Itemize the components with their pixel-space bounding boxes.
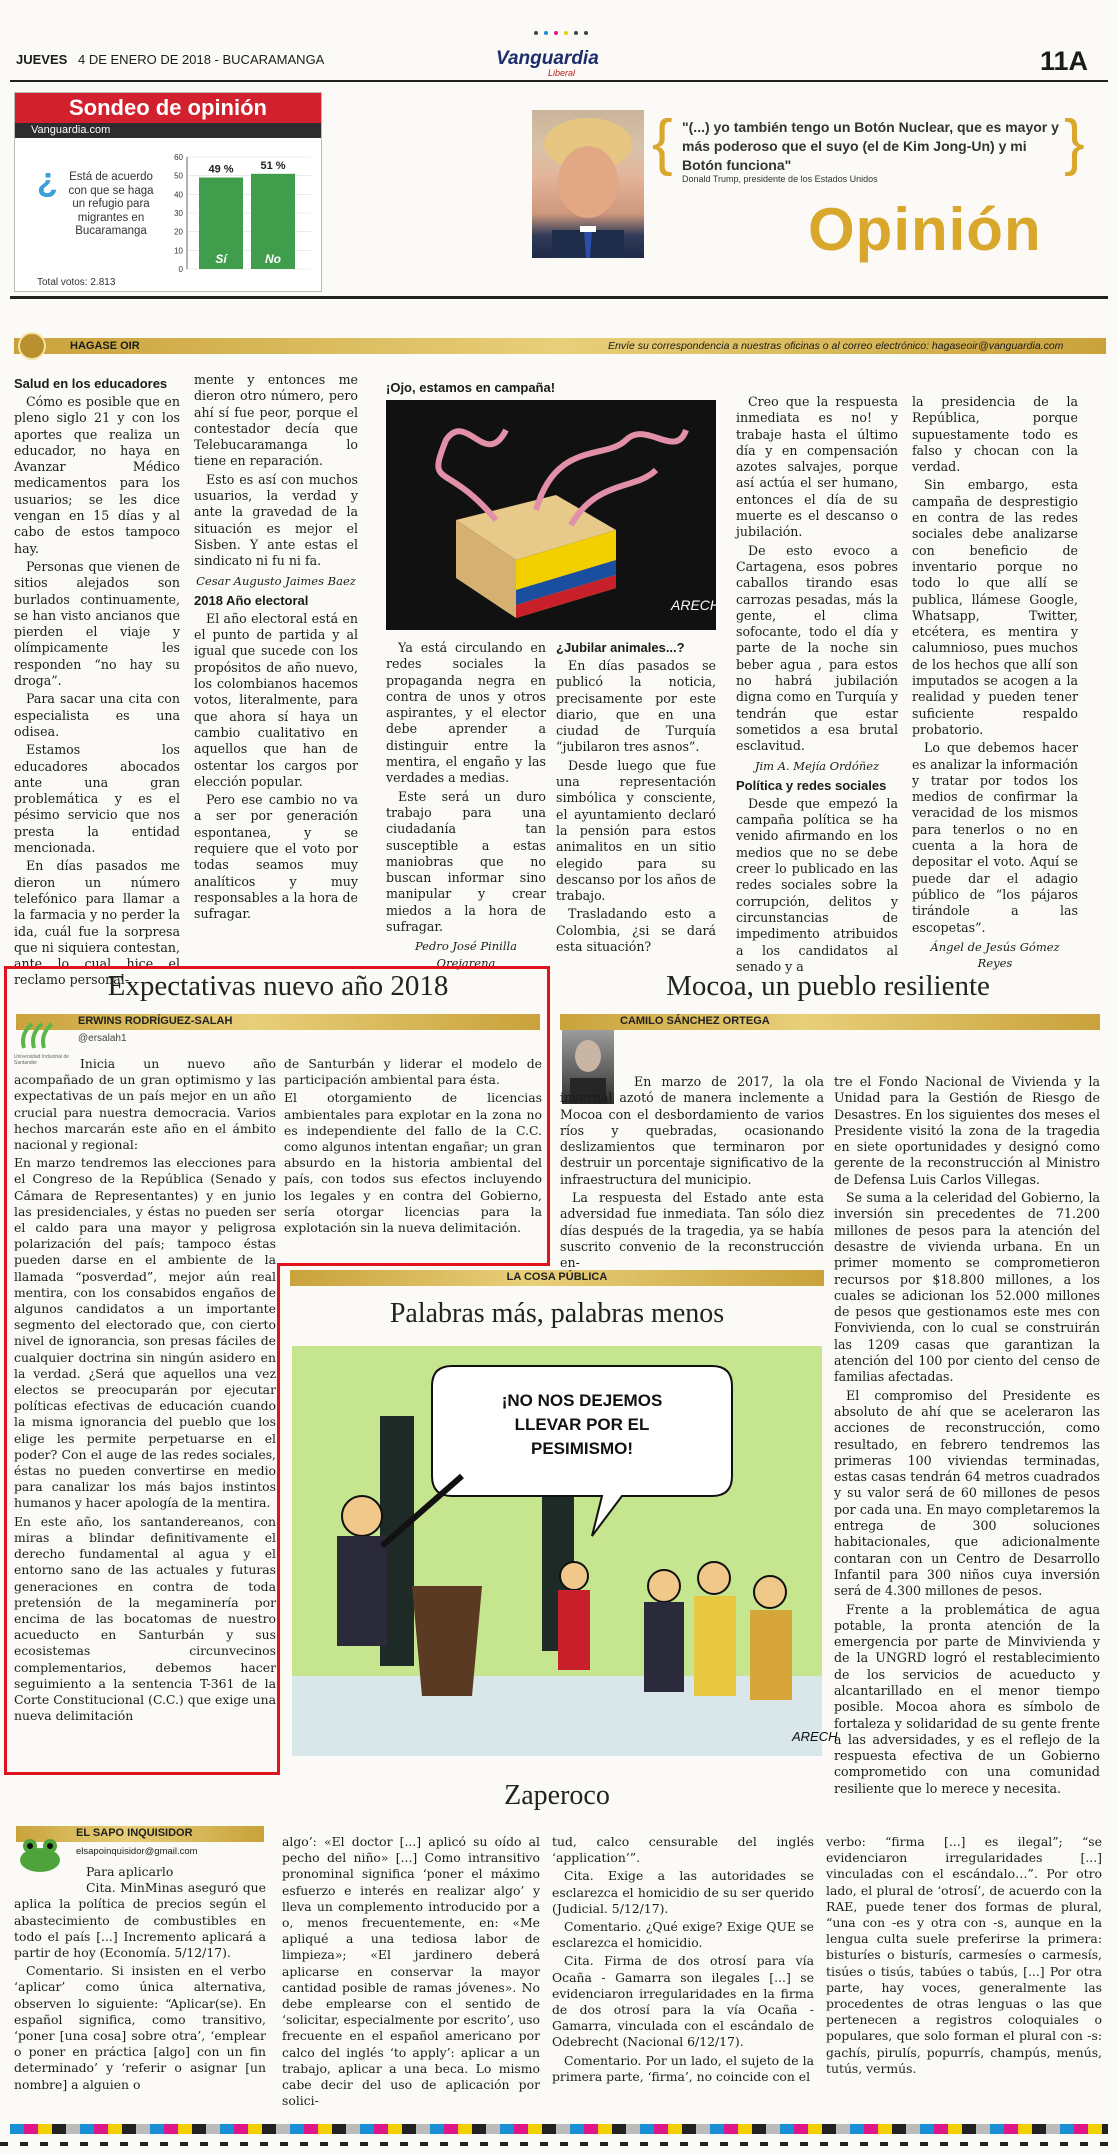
section-rule <box>10 296 1108 299</box>
article-paragraph: Comentario. ¿Qué exige? Exige QUE se esclarezca el homicidio. <box>552 1919 814 1951</box>
poll-y-tick-label: 60 <box>174 153 183 162</box>
newspaper-logo-sub: Liberal <box>548 68 576 78</box>
poll-bar-value-label: 49 % <box>208 163 234 176</box>
poll-total: Total votos: 2.813 <box>37 277 116 288</box>
zaperoco-column-2 <box>282 1834 540 2116</box>
article-paragraph: de Santurbán y liderar el modelo de participación ambiental para ésta. <box>284 1056 542 1088</box>
poll-title: Sondeo de opinión <box>15 93 321 123</box>
article-paragraph: La respuesta del Estado ante esta adversidad fue inmediata. Tan sólo diez días después de la tragedia, ya se había suscrito convenio de la reconstrucción en- <box>560 1190 824 1271</box>
poll-y-tick-label: 50 <box>174 171 183 181</box>
poll-y-tick-label: 40 <box>174 190 183 200</box>
zaperoco-email: elsapoinquisidor@gmail.com <box>76 1846 198 1857</box>
article-paragraph: En marzo tendremos las elecciones para el Congreso de la República (Senado y Cámara de Representantes) y en junio las presidenciales, y éstas no pueden ser el caldo para una mayor y peligrosa polarización del país; tampoco éstas pueden darse en el ambiente de la llamada “posverdad”, mejor aún real mentira, con los consabidos engaños de algunos candidatos a un importante segmento del electorado que, con cierto nivel de ignorancia, son presas fáciles de cualquier doctrina sin ningún asidero en la verdad. ¿Será que aquellos una vez electos se preocuparán por ejecutar políticas efectivas de educación cuando la misma ignorancia del pueblo que los elige les permite perpetuarse en el poder? Con el auge de las redes sociales, éstas no pueden convertirse en medio para canalizar los más bajos instintos humanos y hacer apología de la mentira. <box>14 1155 276 1511</box>
header-rule <box>10 80 1108 82</box>
poll-bar-value-label: 51 % <box>260 159 286 172</box>
print-color-strip <box>10 2124 1108 2134</box>
letter-paragraph: Lo que debemos hacer es analizar la información y tratar por todos los medios de confirmar la veracidad de los mismos para tenerlos o no en cuenta a la hora de depositar el voto. Aquí se puede dar el adagio público de “los pájaros tirándole a las escopetas”. <box>912 740 1078 935</box>
zaperoco-title: Zaperoco <box>504 1780 610 1811</box>
letters-column-2 <box>194 372 358 962</box>
letters-column-5 <box>736 394 898 974</box>
article-paragraph: En este año, los santandereanos, con miras a blindar definitivamente el derecho fundamental al agua y el entorno sano de las actuales y futuras generaciones en contra de toda pretensión de la megaminería por encima de las bocatomas de nuestro acueducto en Santurbán y sus ecosistemas circunvecinos complementarios, debemos hacer seguimiento a la sentencia T-361 de la Corte Constitucional (C.C.) que exige una nueva delimitación <box>14 1513 276 1724</box>
politics-cartoon-signature: ARECH <box>792 1729 838 1744</box>
print-bottom-rule <box>0 2142 1118 2146</box>
zaperoco-label: EL SAPO INQUISIDOR <box>76 1827 193 1839</box>
letter-paragraph: Este será un duro trabajo para una ciudadanía tan susceptible a estas maniobras que no buscan informar sino manipular y crear miedos a la hora de sufragar. <box>386 788 546 935</box>
letter-signature: Jim A. Mejía Ordóñez <box>754 758 880 773</box>
zaperoco-column-4 <box>826 1834 1102 2116</box>
hagase-logo-icon <box>18 332 46 360</box>
zaperoco-heading: Para aplicarlo <box>86 1864 174 1879</box>
poll-bar-category-label: No <box>265 252 281 266</box>
cosa-publica-bar <box>290 1270 824 1286</box>
letter-paragraph: Sin embargo, esta campaña de desprestigio en contra de las redes sociales debe analizarse con beneficio de inventario porque no todo lo que allí se publica, llámese Google, Whatsapp, Twitter, etcétera, es mentira y calumnioso, pues muchos de los hechos que allí son imputados se acogen a la realidad y pueden tener suficiente respaldo probatorio. <box>912 477 1078 737</box>
section-title: Opinión <box>808 196 1042 263</box>
uis-logo-caption: Universidad Industrial de Santander <box>14 1054 70 1066</box>
article-paragraph: Cita. Exige a las autoridades se esclarezca el homicidio de su ser querido (Judicial. 5/12/17). <box>552 1868 814 1916</box>
expectativas-column-2 <box>284 1056 542 1256</box>
letter-paragraph: De esto evoco a Cartagena, esos pobres caballos tirando esas carrozas pesadas, más la gente, el clima sofocante, todo el día y parte de la noche sin beber agua , para estos no habrá jubilación digna como en Turquía y tendrán que estar sometidos a esa brutal esclavitud. <box>736 542 898 754</box>
article-paragraph: En marzo de 2017, la ola invernal azotó de manera inclemente a Mocoa con el desbordamiento de varios ríos y quebradas, ocasionando deslizamientos que terminaron por destruir un porcentaje significativo de la infraestructura del municipio. <box>560 1074 824 1187</box>
letters-column-4 <box>556 636 716 962</box>
article-paragraph: Comentario. Si insisten en el verbo ‘aplicar’ como única alternativa, observen lo siguiente: “Aplicar(se). En español significa, como transitivo, ‘poner [una cosa] sobre otra’, ‘emplear o poner en práctica [algo] con un fin determinado’ y ‘referir o asignar [un nombre] a alguien o <box>14 1963 266 2092</box>
article-paragraph: algo’: «El doctor [...] aplicó su oído al pecho del niño» [...] Como intransitivo pronominal significa ‘poner el máximo esfuerzo e interés en realizar algo’ y lleva un complemento introducido por a o, menos frecuentemente, en: «Me apliqué a una tediosa labor de limpieza»; «El jardinero deberá aplicarse en conservar la mayor cantidad posible de ramas jóvenes». No debe emplearse con el sentido de ‘solicitar, especialmente por escrito’, uso frecuente en el español americano por calco del inglés ‘to apply’: aplicar a un trabajo, aplicar a una beca. Lo mismo cabe decir del uso de aplicación por solici- <box>282 1834 540 2109</box>
mocoa-title: Mocoa, un pueblo resiliente <box>666 970 990 1002</box>
article-paragraph: Cita. MinMinas aseguró que aplica la política de precios según el abastecimiento de combustibles en todo el país [...] Incremento aplicará a partir de hoy (Economía. 5/12/17). <box>14 1880 266 1961</box>
expectativas-handle: @ersalah1 <box>78 1033 127 1044</box>
article-paragraph: El compromiso del Presidente es absoluto de ahí que se aceleraron las acciones de reconstrucción, como resultado, en febrero tendremos las primeras 100 viviendas terminadas, estas casas tendrán 64 metros cuadrados y su valor será de 60 millones de pesos por cada una. En mayo completaremos la entrega de 300 soluciones habitacionales, que adicionalmente contaran con un Centro de Desarrollo Infantil para 300 niños cuya inversión será de 4.300 millones de pesos. <box>834 1387 1100 1599</box>
cosa-publica-label: LA COSA PÚBLICA <box>506 1271 608 1283</box>
poll-y-tick-label: 0 <box>178 265 183 274</box>
letter-paragraph: mente y entonces me dieron otro número, pero ahí sí fue peor, porque el contestador decía que Telebucaramanga lo tiene en reparación. <box>194 372 358 469</box>
politics-cartoon <box>292 1346 838 1756</box>
quote-text: "(...) yo también tengo un Botón Nuclear, que es mayor y más poderoso que el suyo (el de Kim Jong-Un) y mi Botón funciona" <box>682 119 1059 173</box>
letters-column-6 <box>912 394 1078 971</box>
speech-bubble-line: LLEVAR POR EL <box>514 1415 650 1434</box>
zaperoco-column-1 <box>14 1864 266 2116</box>
article-paragraph: Se suma a la celeridad del Gobierno, la inversión sin precedentes de 71.200 millones de pesos para la atención del desastre de vivienda urbana. En un primer momento se comprometieron recursos por $18.800 millones, a los cuales se adicionan los 52.000 millones de pesos que gestionamos este mes con Fonvivienda, con lo cual se construirán las 1209 casas que garantizan la atención del 100 por ciento del censo de familias afectadas. <box>834 1190 1100 1385</box>
letter-signature: Pedro José Pinilla Orejarena <box>414 939 518 970</box>
article-paragraph: Comentario. Por un lado, el sujeto de la primera parte, ‘firma’, no coincide con el <box>552 2052 814 2084</box>
quote-author: Donald Trump, presidente de los Estados Unidos <box>682 174 878 184</box>
article-paragraph: Inicia un nuevo año acompañado de un gran optimismo y las expectativas de un país mejor en un año crucial para nuestra democracia. Varios hechos marcarán este año en el ámbito nacional y regional: <box>14 1056 276 1153</box>
expectativas-author: ERWINS RODRÍGUEZ-SALAH <box>78 1015 233 1027</box>
uis-logo-icon <box>18 1020 58 1052</box>
poll-question: Está de acuerdo con que se haga un refugio para migrantes en Bucaramanga <box>68 171 154 237</box>
hagase-note: Envíe su correspondencia a nuestras oficinas o al correo electrónico: hagaseoir@vanguardia.com <box>608 340 1064 352</box>
letter-paragraph: El año electoral está en el punto de partida y al igual que sucede con los propósitos de año nuevo, los colombianos hacemos votos, literalmente, para que ahora sí haya un cambio cualitativo en aquellos que han de ostentar los cargos por elección popular. <box>194 610 358 789</box>
letter-paragraph: Desde luego que fue una representación simbólica y consciente, el ayuntamiento declaró la pensión para estos animalitos en un sitio elegido para su descanso por los años de trabajo. <box>556 757 716 904</box>
letter-paragraph: En días pasados se publicó la noticia, precisamente por este diario, que en una ciudad de Turquía “jubilaron tres asnos”. <box>556 658 716 755</box>
letter-signature: Cesar Augusto Jaimes Baez <box>196 573 356 588</box>
article-paragraph: Cita. Firma de dos otrosí para vía Ocaña - Gamarra son ilegales [...] se evidenciaron irregularidades en la firma de dos otrosí para la vía Ocaña - Gamarra, vinculada con el escándalo de Odebrecht (Nacional 6/12/17). <box>552 1953 814 2050</box>
cosa-publica-title: Palabras más, palabras menos <box>389 1298 725 1329</box>
quote-bracket-right: } <box>1064 108 1085 177</box>
print-registration-dots <box>532 22 592 30</box>
poll-y-tick-label: 20 <box>174 227 183 237</box>
poll-chart <box>165 149 315 289</box>
letter-paragraph: Pero ese cambio no va a ser por generación espontanea, y se requiere que el voto por todas seamos muy analíticos y muy responsables a la hora de sufragar. <box>194 792 358 922</box>
speech-bubble-line: PESIMISMO! <box>530 1439 634 1458</box>
mocoa-author-bar <box>560 1014 1100 1030</box>
letter-heading-salud: Salud en los educadores <box>14 376 168 391</box>
letter-paragraph: Para sacar una cita con especialista es una odisea. <box>14 691 180 739</box>
page-number: 11A <box>1039 46 1088 76</box>
letter-heading-politica: Política y redes sociales <box>736 777 887 793</box>
letter-signature: Ángel de Jesús Gómez Reyes <box>930 939 1060 971</box>
poll-brand <box>15 123 321 138</box>
mocoa-column-1 <box>560 1074 824 1284</box>
letter-paragraph: Trasladando esto a Colombia, ¿si se dará esta situación? <box>556 906 716 955</box>
expectativas-author-bar <box>16 1014 540 1030</box>
campaign-cartoon-title: ¡Ojo, estamos en campaña! <box>386 380 556 395</box>
article-paragraph: Frente a la problemática de agua potable, la pronta atención de la emergencia por parte de Minvivienda y de la UNGRD logró el restablecimiento de los servicios de acueducto y alcantarillado en el menor tiempo posible. Mocoa ahora es símbolo de fortaleza y solidaridad de su gente frente a las adversidades, y es el reflejo de la respuesta efectiva de un Gobierno comprometido con una comunidad resiliente que lo merece y necesita. <box>834 1601 1100 1796</box>
mocoa-author: CAMILO SÁNCHEZ ORTEGA <box>620 1015 770 1027</box>
letters-column-1 <box>14 372 180 988</box>
mocoa-column-2 <box>834 1074 1100 1796</box>
header-day: JUEVES <box>16 52 68 67</box>
campaign-cartoon <box>386 400 721 630</box>
poll-brand-text: Vanguardia.com <box>31 124 111 136</box>
speech-bubble-line: ¡NO NOS DEJEMOS <box>501 1391 663 1410</box>
letter-paragraph: Esto es así con muchos usuarios, la verdad y ante la gravedad de la situación es mejor el Sisben. Y ante estas el sindicato ni fu ni fa. <box>194 471 358 569</box>
newspaper-logo: Vanguardia <box>496 48 599 69</box>
letter-paragraph: Creo que la respuesta inmediata es no! y trabaje hasta el último día y en compensación azotes salvajes, porque así actúa el ser humano, entonces el día de su muerte es el descanso o jubilación. <box>736 394 898 540</box>
header-date: 4 DE ENERO DE 2018 - BUCARAMANGA <box>78 52 325 67</box>
article-paragraph: El otorgamiento de licencias ambientales para explotar en la zona no es independiente del fallo de la C.C. como algunos intentan engañar; un gran absurdo en la historia ambiental del país, con todos sus efectos incluyendo los legales y en contra del Gobierno, sería otorgar licencias para la explotación sin la nueva delimitación. <box>284 1090 542 1236</box>
poll-y-tick-label: 10 <box>174 246 183 256</box>
letters-column-3 <box>386 640 546 970</box>
poll-bar-category-label: Sí <box>215 252 227 266</box>
article-paragraph: verbo: “firma [...] es ilegal”; “se evidenciaron irregularidades [...] vinculadas con el escándalo…”. Por otro lado, el plural de ‘otrosí’, de acuerdo con la RAE, puede tener dos formas de plural, “una con -es y otra con -s, aunque en la lengua culta suele preferirse la primera: bisturíes o bisturís, carmesíes o carmesís, tisúes o tisús, tabúes o tabús, [...] Por otra parte, hay voces, generalmente las procedentes de otras lenguas o las que pertenecen a registros coloquiales o populares, que solo forman el plural con -s: gachís, pirulís, popurrís, champús, menús, tutús, vermús. <box>826 1834 1102 2076</box>
expectativas-column-1 <box>14 1056 276 1768</box>
trump-photo <box>532 110 644 258</box>
poll-box <box>14 92 322 292</box>
letter-paragraph: Ya está circulando en redes sociales la propaganda negra en contra de unos y otros aspirantes, y el elector debe aprender a distinguir entre la mentira, el engaño y las verdades a medias. <box>386 640 546 786</box>
expectativas-outline-step <box>277 1263 550 1266</box>
article-paragraph: tre el Fondo Nacional de Vivienda y la Unidad para la Gestión de Riesgo de Desastres. En los siguientes dos meses el Presidente visitó la zona de la tragedia en siete oportunidades y designó como gerente de la reconstrucción al Ministro de Defensa Luis Carlos Villegas. <box>834 1074 1100 1187</box>
hagase-label: HAGASE OIR <box>70 340 140 352</box>
letter-paragraph: Personas que vienen de sitios alejados son burlados continuamente, se han visto ancianos que pierden el viaje y olímpicamente les responden “no hay su droga”. <box>14 558 180 689</box>
letter-heading-jubilar: ¿Jubilar animales...? <box>556 640 685 655</box>
letter-paragraph: Desde que empezó la campaña política se ha venido afirmando en los medios que no se debe creer lo publicado en las redes sociales sobre la corrupción, delitos y circunstancias de impedimento atribuidos a los candidatos al senado y a <box>736 795 898 974</box>
page-header <box>16 48 1106 82</box>
expectativas-title: Expectativas nuevo año 2018 <box>107 970 449 1002</box>
letter-heading-electoral: 2018 Año electoral <box>194 592 309 608</box>
poll-y-tick-label: 30 <box>174 209 183 218</box>
quote-bracket-left: { <box>652 108 673 177</box>
letter-paragraph: Cómo es posible que en pleno siglo 21 y con los aportes que realiza un educador, no haya en Avanzar Médico medicamentos para los usuarios; se les dice vengan en 15 días y al cabo de estos tampoco hay. <box>14 394 180 556</box>
zaperoco-column-3 <box>552 1834 814 2116</box>
campaign-cartoon-signature: ARECH <box>671 597 721 613</box>
letter-paragraph: la presidencia de la República, porque supuestamente todo es falso y chocan con la verdad. <box>912 394 1078 475</box>
poll-question-mark-icon: ¿ <box>37 161 58 199</box>
letter-paragraph: Estamos los educadores abocados ante una gran problemática y es el pésimo servicio que nos presta la entidad mencionada. <box>14 742 180 856</box>
article-paragraph: tud, calco censurable del inglés ‘application’”. <box>552 1834 814 1866</box>
letter-paragraph: En días pasados me dieron un número telefónico para llamar a la farmacia y no perder la ida, cuál fue la sorpresa que ni siquiera contestan, ante lo cual hice el reclamo personal- <box>14 858 180 988</box>
